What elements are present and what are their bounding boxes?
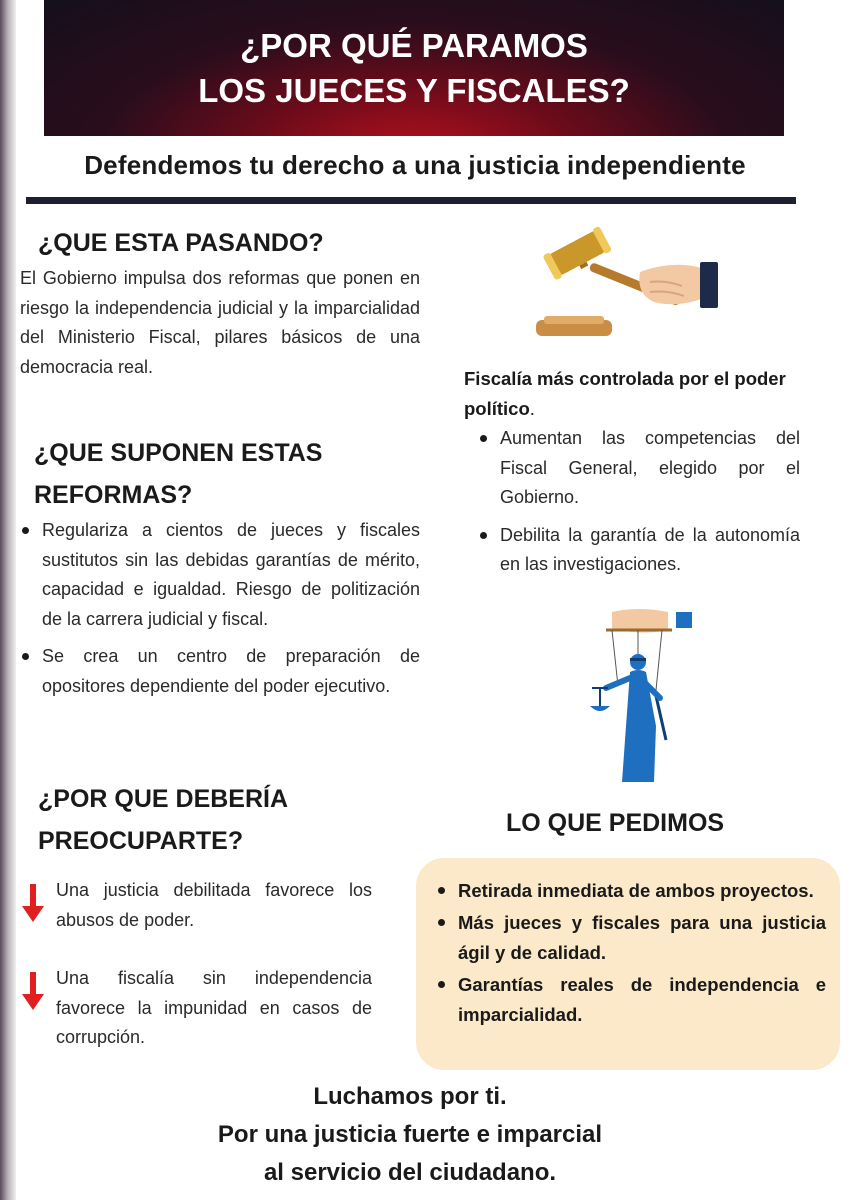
heading-que-suponen-line-2: REFORMAS?: [34, 481, 193, 509]
heading-preocuparte: [38, 778, 288, 862]
concern-text: Una fiscalía sin independencia favorece la impunidad en casos de corrupción.: [56, 968, 372, 1047]
closing-line-1: Luchamos por ti.: [313, 1083, 507, 1110]
list-item: Garantías reales de independencia e imparcialidad.: [430, 970, 826, 1030]
paragraph-que-esta-pasando: El Gobierno impulsa dos reformas que ponen en riesgo la independencia judicial y la imparcialidad del Ministerio Fiscal, pilares básicos de una democracia real.: [20, 268, 420, 377]
closing-message: [46, 1078, 774, 1192]
title-banner: [44, 0, 784, 136]
heading-fiscalia-text: Fiscalía más controlada por el poder político: [464, 368, 786, 419]
gavel-hand-icon: [532, 222, 728, 344]
divider-rule: [26, 197, 796, 204]
heading-que-suponen-line-1: ¿QUE SUPONEN ESTAS: [34, 439, 323, 467]
arrow-down-icon: [22, 972, 44, 1012]
flyer-page: [16, 0, 854, 1200]
demands-box: [416, 858, 840, 1070]
heading-que-suponen: [34, 432, 322, 516]
concern-text: Una justicia debilitada favorece los abusos de poder.: [56, 880, 372, 930]
concern-item: [22, 876, 372, 935]
heading-lo-que-pedimos: LO QUE PEDIMOS: [506, 809, 725, 837]
closing-line-2: Por una justicia fuerte e imparcial: [217, 1121, 603, 1148]
list-item: Más jueces y fiscales para una justicia ágil y de calidad.: [430, 908, 826, 968]
subtitle: Defendemos tu derecho a una justicia independiente: [84, 150, 746, 180]
lady-justice-puppet-icon: [576, 606, 700, 786]
list-fiscalia: [476, 424, 800, 588]
list-item: Debilita la garantía de la autonomía en las investigaciones.: [476, 521, 800, 580]
list-item: Regulariza a cientos de jueces y fiscales sustitutos sin las debidas garantías de mérito, capacidad e igualdad. Riesgo de politización de la carrera judicial y fiscal.: [18, 516, 420, 634]
title-line-1: ¿POR QUÉ PARAMOS: [240, 27, 588, 64]
concern-item: [22, 964, 372, 1053]
heading-preocuparte-line-2: PREOCUPARTE?: [38, 827, 244, 855]
heading-fiscalia: [464, 364, 800, 423]
list-item: Retirada inmediata de ambos proyectos.: [430, 876, 826, 906]
title-line-2: LOS JUECES Y FISCALES?: [198, 72, 630, 109]
list-item: Aumentan las competencias del Fiscal General, elegido por el Gobierno.: [476, 424, 800, 513]
heading-fiscalia-period: .: [529, 397, 535, 419]
list-demands: [430, 876, 826, 1030]
arrow-down-icon: [22, 884, 44, 924]
closing-line-3: al servicio del ciudadano.: [263, 1159, 557, 1186]
heading-preocuparte-line-1: ¿POR QUE DEBERÍA: [38, 785, 289, 813]
list-item: Se crea un centro de preparación de opositores dependiente del poder ejecutivo.: [18, 642, 420, 701]
heading-que-esta-pasando: ¿QUE ESTA PASANDO?: [38, 229, 324, 257]
list-que-suponen: [18, 516, 420, 709]
